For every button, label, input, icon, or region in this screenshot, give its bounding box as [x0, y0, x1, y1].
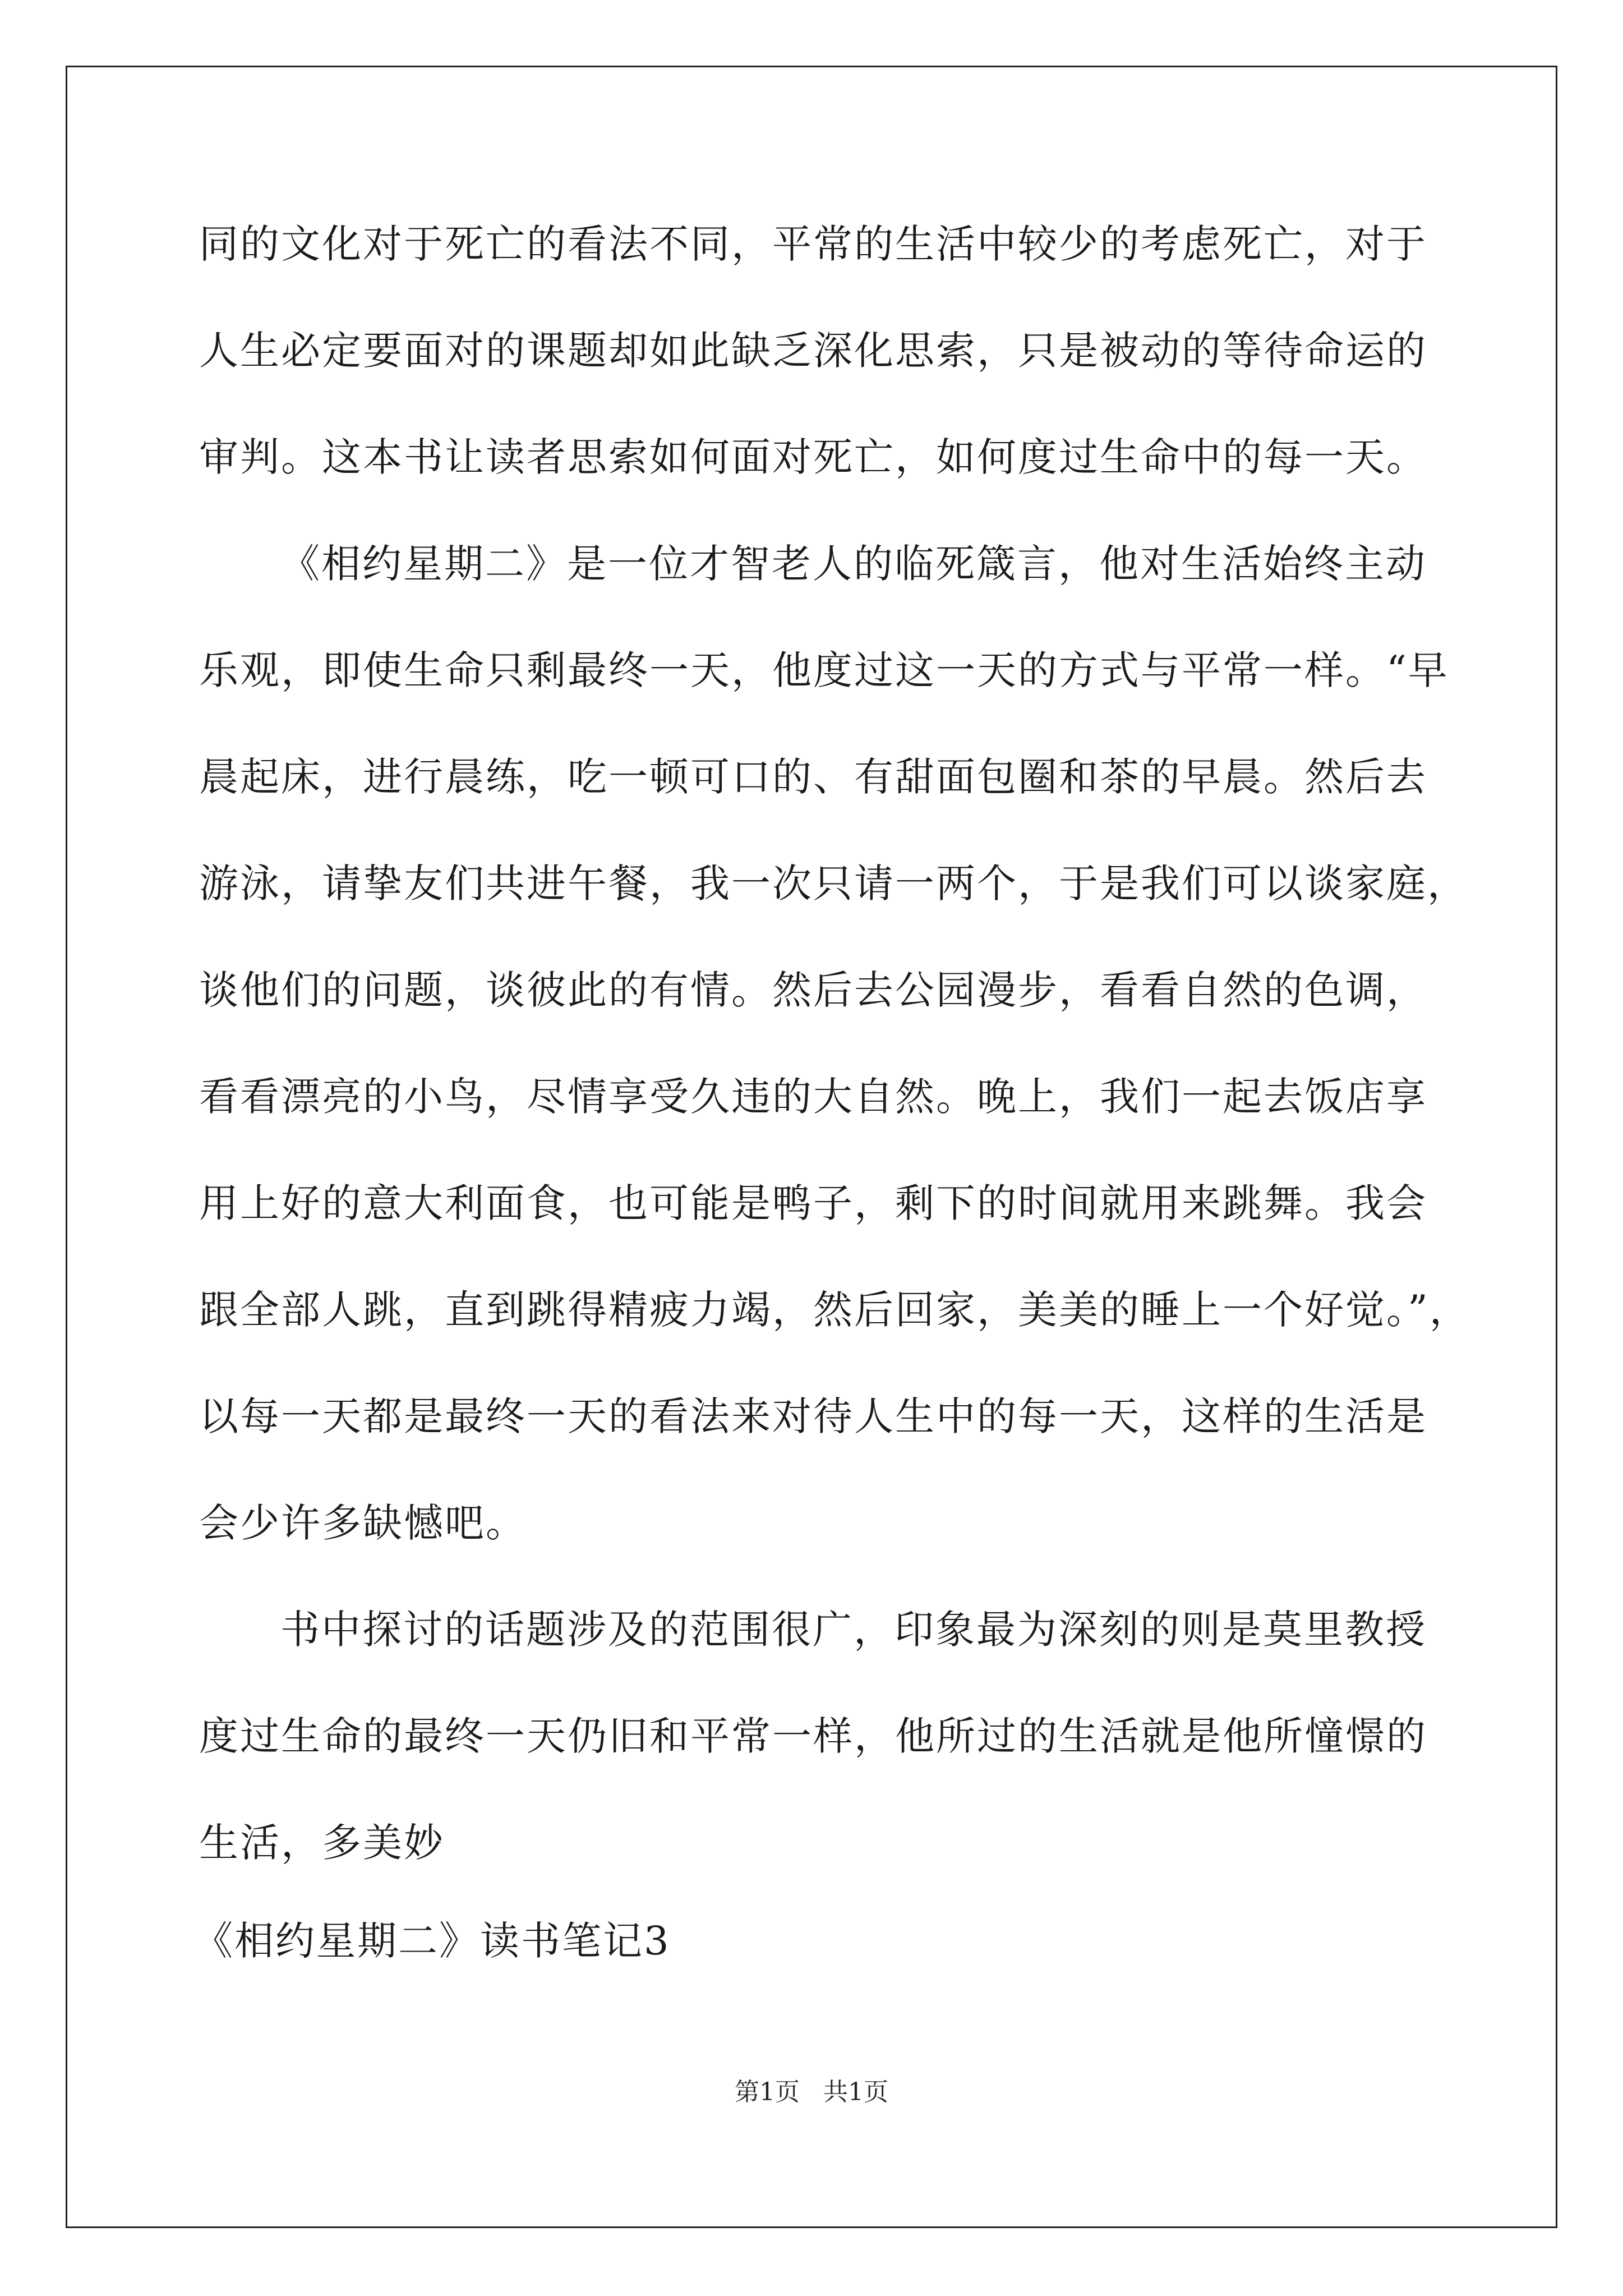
page-total: 共1页	[823, 2078, 888, 2106]
paragraph-line: 人生必定要面对的课题却如此缺乏深化思索，只是被动的等待命运的	[199, 328, 1427, 374]
page-number: 第1页	[735, 2078, 800, 2106]
paragraph-line: 看看漂亮的小鸟，尽情享受久违的大自然。晚上，我们一起去饭店享	[199, 1074, 1427, 1120]
page-footer	[0, 2076, 1623, 2109]
paragraph-line: 同的文化对于死亡的看法不同，平常的生活中较少的考虑死亡，对于	[199, 221, 1427, 267]
paragraph-line: 游泳，请挚友们共进午餐，我一次只请一两个，于是我们可以谈家庭，	[199, 861, 1468, 907]
paragraph-line: 谈他们的问题，谈彼此的有情。然后去公园漫步，看看自然的色调，	[199, 967, 1427, 1013]
paragraph-line: 以每一天都是最终一天的看法来对待人生中的每一天，这样的生活是	[199, 1393, 1427, 1439]
paragraph-line: 审判。这本书让读者思索如何面对死亡，如何度过生命中的每一天。	[199, 434, 1427, 480]
section-heading: 《相约星期二》读书笔记3	[193, 1918, 671, 1964]
paragraph-line: 《相约星期二》是一位才智老人的临死箴言，他对生活始终主动	[280, 541, 1427, 587]
paragraph-line: 跟全部人跳，直到跳得精疲力竭，然后回家，美美的睡上一个好觉。”，	[199, 1287, 1470, 1333]
page-border	[66, 66, 1557, 2228]
paragraph-line: 书中探讨的话题涉及的范围很广，印象最为深刻的则是莫里教授	[280, 1607, 1427, 1653]
paragraph-line: 度过生命的最终一天仍旧和平常一样，他所过的生活就是他所憧憬的	[199, 1713, 1427, 1759]
paragraph-line: 会少许多缺憾吧。	[199, 1500, 527, 1546]
paragraph-line: 生活，多美妙	[199, 1820, 445, 1866]
paragraph-line: 乐观，即使生命只剩最终一天，他度过这一天的方式与平常一样。“早	[199, 647, 1449, 693]
paragraph-line: 晨起床，进行晨练，吃一顿可口的、有甜面包圈和茶的早晨。然后去	[199, 754, 1427, 800]
paragraph-line: 用上好的意大利面食，也可能是鸭子，剩下的时间就用来跳舞。我会	[199, 1180, 1427, 1226]
